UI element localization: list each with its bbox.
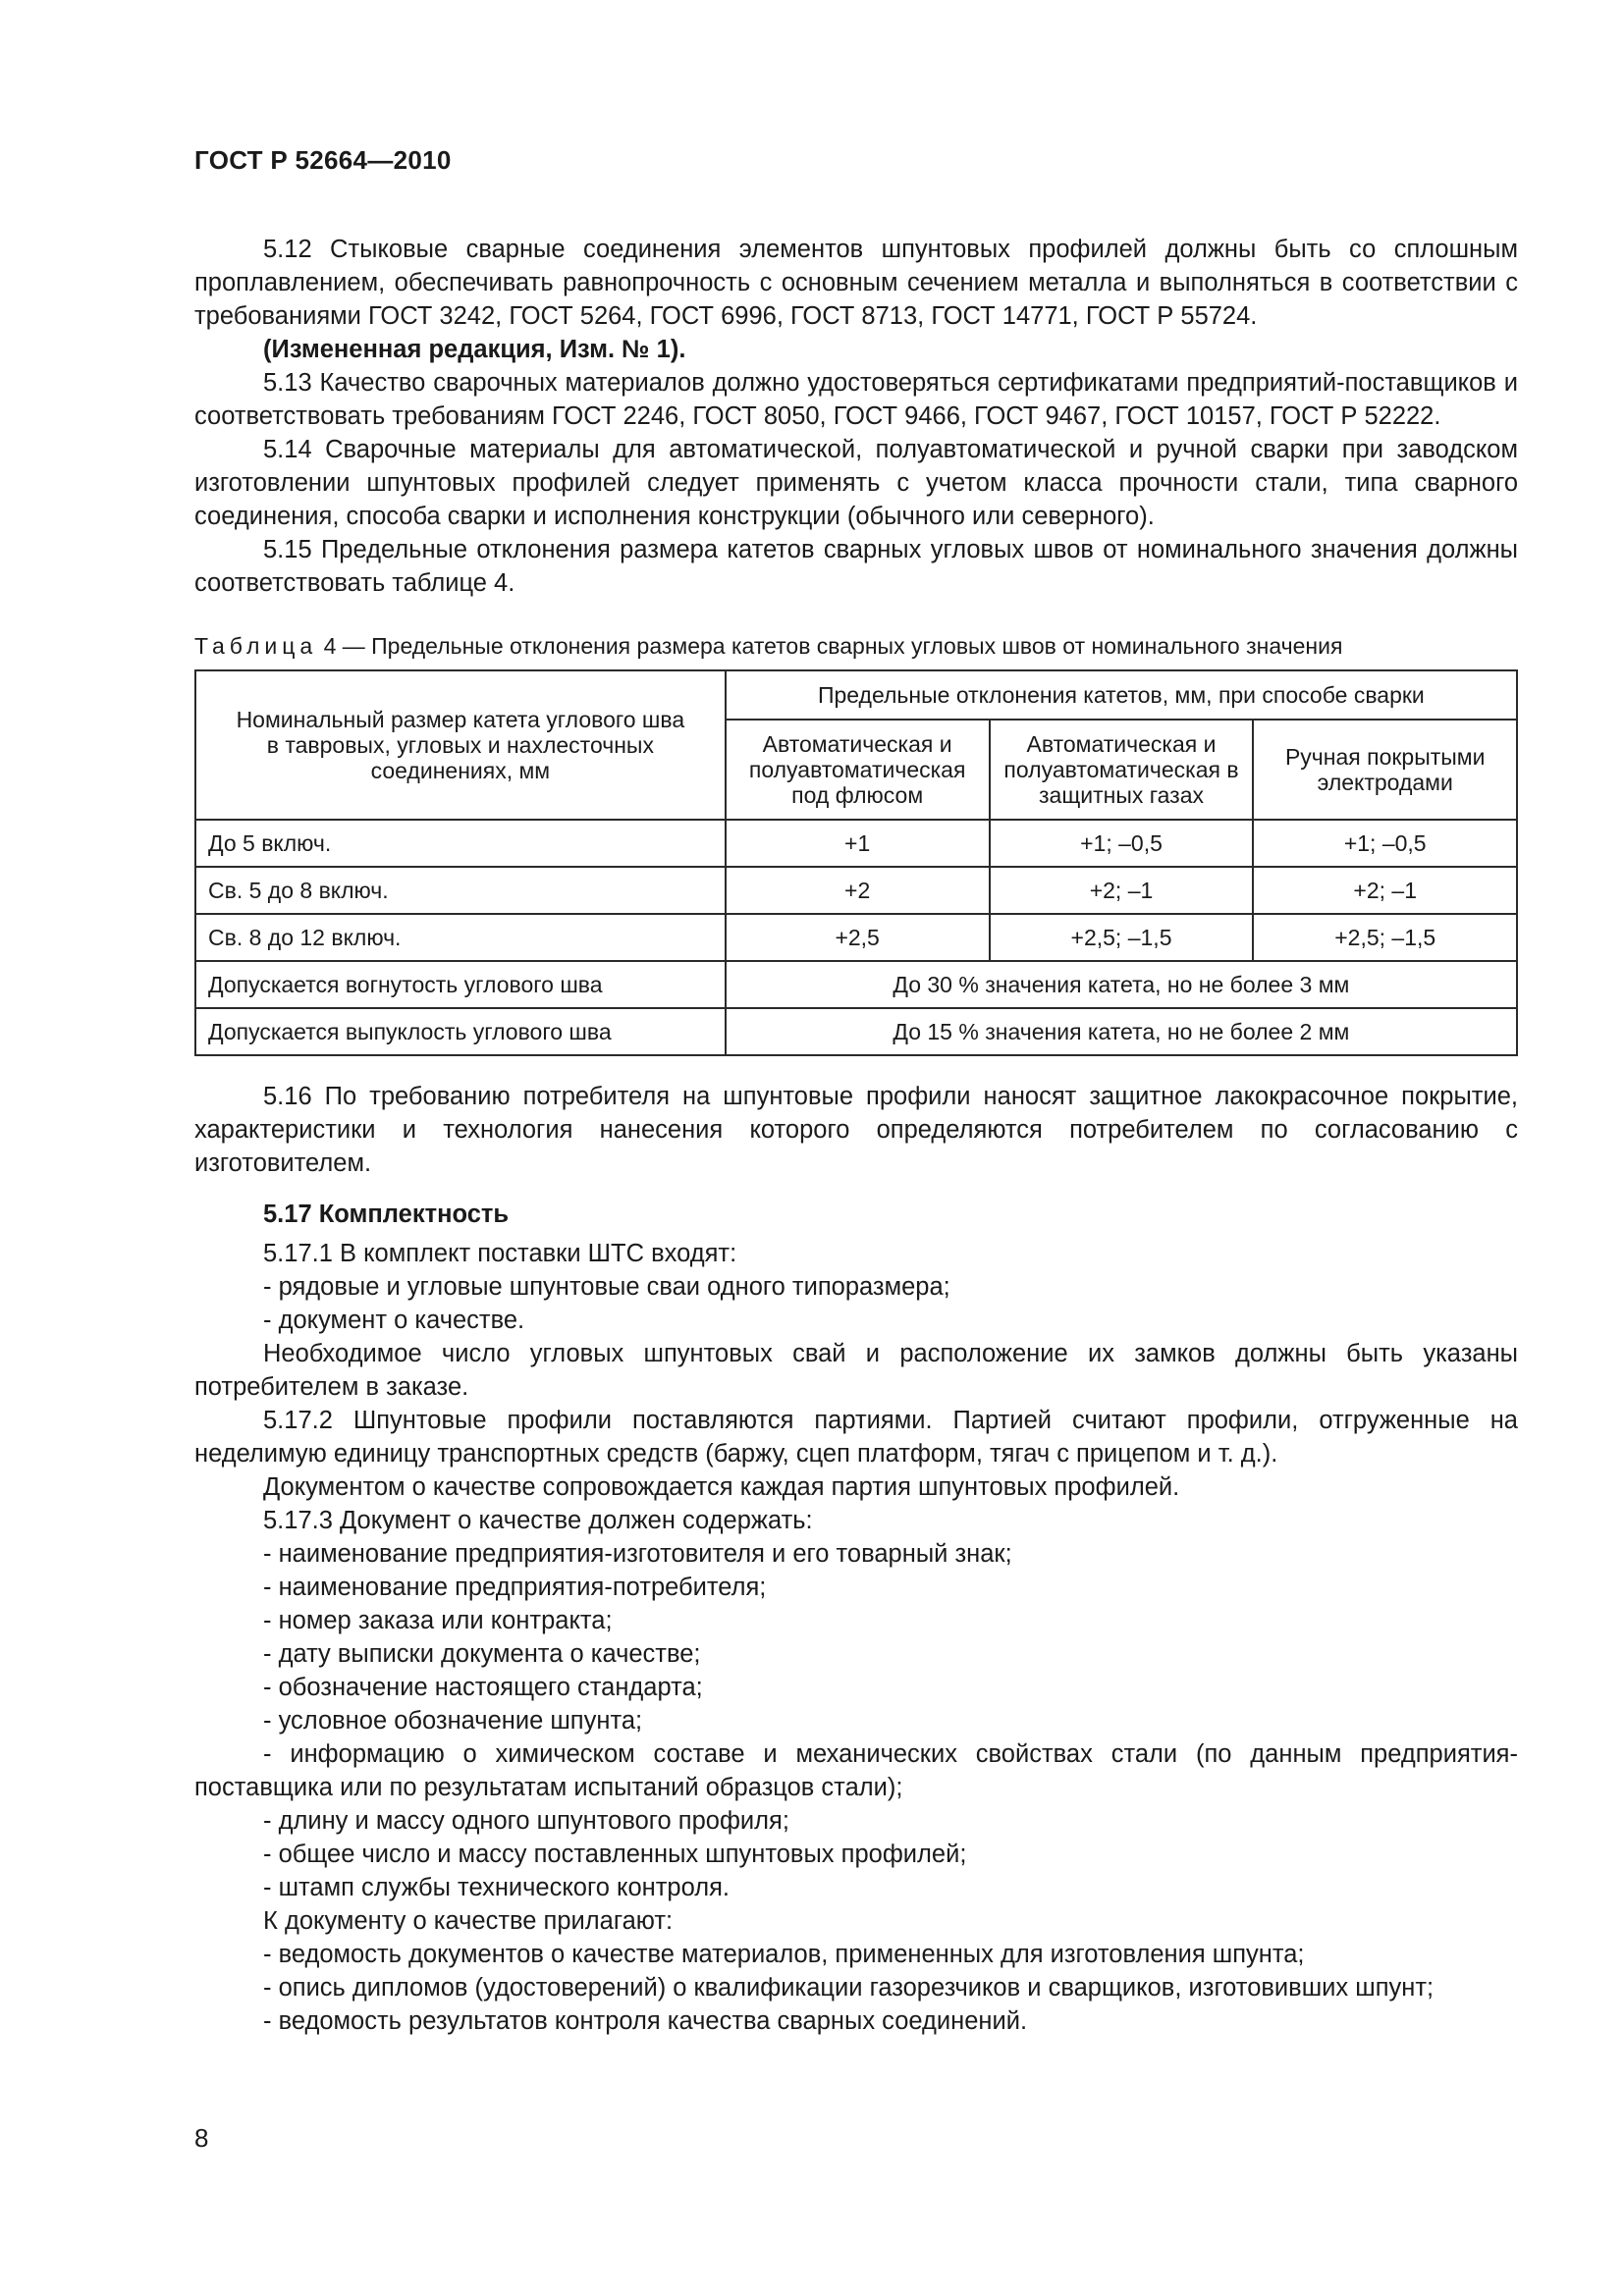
list-item: - ведомость результатов контроля качества сварных соединений.	[263, 2007, 1028, 2035]
cell-value: +1	[726, 820, 990, 867]
body-text	[194, 233, 1518, 600]
header-manual-electrode: Ручная покрытыми электродами	[1253, 720, 1517, 820]
cell-value: +2,5	[726, 914, 990, 961]
cell-value: +2,5; –1,5	[990, 914, 1254, 961]
paragraph-5-14: 5.14 Сварочные материалы для автоматической, полуавтоматической и ручной сварки при заводском изготовлении шпунтовых профилей следует применять с учетом класса прочности стали, типа сварного соединения, способа сварки и исполнения конструкции (обычного или северного).	[194, 436, 1518, 530]
list-item-long: - опись дипломов (удостоверений) о квалификации газорезчиков и сварщиков, изготовивших шпунт;	[263, 1974, 1435, 2002]
table-row	[195, 914, 1517, 961]
cell-value: +2,5; –1,5	[1253, 914, 1517, 961]
page-number: 8	[194, 2123, 209, 2153]
list-item: - наименование предприятия-потребителя;	[263, 1574, 767, 1601]
paragraph-corner-piles: Необходимое число угловых шпунтовых свай и расположение их замков должны быть указаны потребителем в заказе.	[194, 1340, 1518, 1401]
cell-value: +2; –1	[1253, 867, 1517, 914]
cell-merged-value: До 30 % значения катета, но не более 3 мм	[726, 961, 1517, 1008]
table-row	[195, 1008, 1517, 1055]
cell-merged-value: До 15 % значения катета, но не более 2 мм	[726, 1008, 1517, 1055]
row-label: Допускается вогнутость углового шва	[195, 961, 726, 1008]
table-caption-word: Таблица	[194, 633, 318, 659]
row-label: Св. 8 до 12 включ.	[195, 914, 726, 961]
row-label: Св. 5 до 8 включ.	[195, 867, 726, 914]
cell-value: +2	[726, 867, 990, 914]
list-item: - дату выписки документа о качестве;	[263, 1640, 701, 1668]
table-caption	[194, 633, 1518, 660]
list-item: - документ о качестве.	[263, 1307, 525, 1334]
table-4	[194, 669, 1518, 1056]
paragraph-5-15: 5.15 Предельные отклонения размера катетов сварных угловых швов от номинального значения должны соответствовать таблице 4.	[194, 536, 1518, 597]
list-item: - штамп службы технического контроля.	[263, 1874, 730, 1901]
cell-value: +1; –0,5	[990, 820, 1254, 867]
section-title-5-17: 5.17 Комплектность	[263, 1201, 510, 1228]
row-label: Допускается выпуклость углового шва	[195, 1008, 726, 1055]
table-header-row	[195, 670, 1517, 720]
list-item: - наименование предприятия-изготовителя и его товарный знак;	[263, 1540, 1012, 1568]
document-page	[194, 145, 1518, 2038]
paragraph-batch-doc: Документом о качестве сопровождается каждая партия шпунтовых профилей.	[263, 1473, 1180, 1501]
header-auto-gas: Автоматическая и полуавтоматическая в защитных газах	[990, 720, 1254, 820]
paragraph-5-17-3: 5.17.3 Документ о качестве должен содержать:	[263, 1507, 813, 1534]
cell-value: +1; –0,5	[1253, 820, 1517, 867]
header-nominal-size: Номинальный размер катета углового шва в тавровых, угловых и нахлесточных соединениях, мм	[195, 670, 726, 820]
table-row	[195, 867, 1517, 914]
paragraph-attachments: К документу о качестве прилагают:	[263, 1907, 674, 1935]
header-auto-flux: Автоматическая и полуавтоматическая под флюсом	[726, 720, 990, 820]
table-row	[195, 820, 1517, 867]
document-header: ГОСТ Р 52664—2010	[194, 145, 452, 175]
paragraph-5-13: 5.13 Качество сварочных материалов должно удостоверяться сертификатами предприятий-поставщиков и соответствовать требованиям ГОСТ 2246, ГОСТ 8050, ГОСТ 9466, ГОСТ 9467, ГОСТ 10157, ГОСТ Р 52222.	[194, 369, 1518, 430]
body-text-lower	[194, 1080, 1518, 2038]
table-row	[195, 961, 1517, 1008]
table-caption-text: 4 — Предельные отклонения размера катетов сварных угловых швов от номинального значения	[323, 633, 1343, 659]
list-item-long: - информацию о химическом составе и механических свойствах стали (по данным предприятия-поставщика или по результатам испытаний образцов стали);	[194, 1740, 1518, 1801]
list-item: - ведомость документов о качестве материалов, примененных для изготовления шпунта;	[263, 1941, 1305, 1968]
paragraph-5-12: 5.12 Стыковые сварные соединения элементов шпунтовых профилей должны быть со сплошным проплавлением, обеспечивать равнопрочность с основным сечением металла и выполняться в соответствии с требованиями ГОСТ 3242, ГОСТ 5264, ГОСТ 6996, ГОСТ 8713, ГОСТ 14771, ГОСТ Р 55724.	[194, 236, 1518, 330]
header-deviation-group: Предельные отклонения катетов, мм, при способе сварки	[726, 670, 1517, 720]
list-item: - условное обозначение шпунта;	[263, 1707, 643, 1735]
list-item: - длину и массу одного шпунтового профиля;	[263, 1807, 789, 1835]
amendment-note: (Измененная редакция, Изм. № 1).	[263, 336, 686, 363]
cell-value: +2; –1	[990, 867, 1254, 914]
paragraph-5-17-1: 5.17.1 В комплект поставки ШТС входят:	[263, 1240, 737, 1267]
list-item: - обозначение настоящего стандарта;	[263, 1674, 703, 1701]
paragraph-5-17-2: 5.17.2 Шпунтовые профили поставляются партиями. Партией считают профили, отгруженные на неделимую единицу транспортных средств (баржу, сцеп платформ, тягач с прицепом и т. д.).	[194, 1407, 1518, 1468]
list-item: - общее число и массу поставленных шпунтовых профилей;	[263, 1841, 967, 1868]
row-label: До 5 включ.	[195, 820, 726, 867]
list-item: - номер заказа или контракта;	[263, 1607, 613, 1634]
paragraph-5-16: 5.16 По требованию потребителя на шпунтовые профили наносят защитное лакокрасочное покрытие, характеристики и технология нанесения которого определяются потребителем по согласованию с изготовителем.	[194, 1083, 1518, 1177]
list-item: - рядовые и угловые шпунтовые сваи одного типоразмера;	[263, 1273, 950, 1301]
